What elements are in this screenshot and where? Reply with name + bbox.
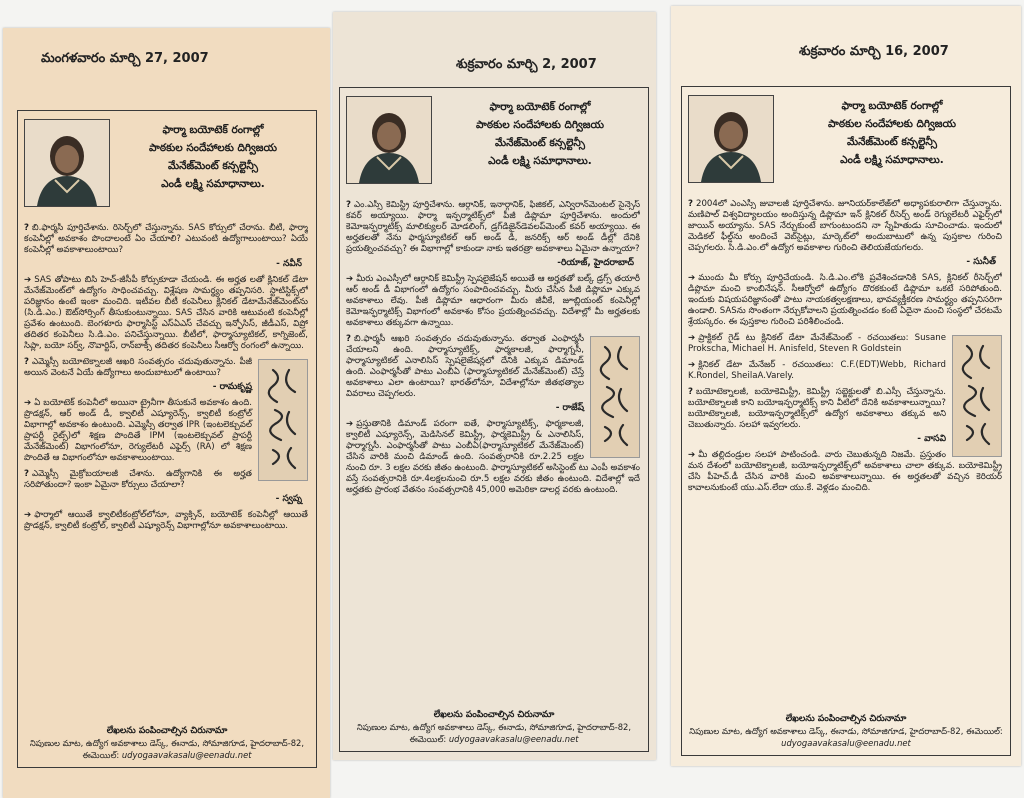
column-logo-art	[953, 336, 1001, 456]
item-text: బి.ఫార్మసీ పూర్తిచేశాను. రిసెర్చ్‌లో చేస్తున్నాను. SAS కోర్సులో చేరాను. బీటీ, ఫార్మా కంపెనీల్లో అవకాశం పొందాలంటే ఏం చేయాలి? ఎటువంటి ఉద్యోగాలుంటాయి? ఏయే కంపెనీల్లో అవకాశాలుంటాయి?	[24, 223, 308, 255]
item-text: - రాజేష్	[555, 403, 584, 413]
column-logo	[590, 336, 640, 458]
item-text: బి.ఫార్మసీ ఆఖరి సంవత్సరం చదువుతున్నాను. తర్వాత ఎంఫార్మసీ చేయాలని ఉంది. ఫార్మాస్యూటిక్స్, ఫార్మకాలజీ, ఫార్మాగ్నసీ, ఫార్మాస్యూటికల్ ఎనాలిసిస్ స్పెషలైజేషన్లలో దేనికి ఎక్కువ డిమాండ్ ఉంది. ఎంఫార్మసీతో పాటు ఎంబీఏ (ఫార్మాస్యూటికల్ మేనేజ్‌మెంట్) చేస్తే అవకాశాలు ఎలా ఉంటాయి? భారత్‌లోనూ, విదేశాల్లోనూ జీతభత్యాల వివరాలు చెప్పగలరు.	[346, 334, 584, 399]
footer-address: నిపుణుల మాట, ఉద్యోగ అవకాశాలు డెస్క్, ఈనాడు, సోమాజిగూడ, హైదరాబాద్-82, ఈమెయిల్:	[689, 726, 1003, 736]
column-logo-art	[591, 337, 639, 457]
qa-column	[688, 199, 1002, 693]
article-header	[24, 117, 310, 217]
question-mark-icon: ?	[688, 199, 693, 209]
portrait-image	[25, 120, 109, 206]
answer-arrow-icon: ➔	[688, 450, 696, 460]
question-mark-icon: ?	[688, 387, 693, 397]
item-text: SAS తోపాటు బిసి హెచ్-జీసీపీ కోర్సుకూడా చేయండి. ఈ అర్హత లతో క్లినికల్ డేటా మేనేజ్‌మెంట్‌లో ఉద్యోగం సాధించవచ్చు. విశ్లేషణ సామర్థ్యం తప్పనిసరి. స్టాటిస్టిక్స్‌లో పరిజ్ఞానం ఉంటే ఇంకా మంచిది. ఇటీవల బీటీ కంపెనీలు క్లినికల్ డేటామేనేజ్‌మెంట్‌ను (సి.డి.ఎం.) ఔట్‌సోర్సింగ్ తీసుకుంటున్నాయి. SAS చేసిన వారికి ఆటువంటి కంపెనీల్లో ప్రవేశం ఉంటుంది. బెంగళూరు ఫార్మాసిస్ట్ ఎస్ఏఎస్ చేవచ్చు ఇన్ఫోసిస్, జీడీఎస్, విప్రో తదితర కంపెనీలు సి.డి.ఎం. పనిచేస్తున్నాయి. బీటీలో, ఫార్మాస్యూటికల్, కాగ్నిజెంట్, సిప్లా, బయో సర్వ్, నొవార్టిస్, రాన్‌బాక్సీ తదితర కంపెనీలు సీఆర్వో రంగంలో ఉన్నాయి.	[24, 275, 308, 351]
reader-name	[688, 257, 996, 269]
question-item	[346, 200, 640, 255]
answer-arrow-icon: ➔	[24, 510, 32, 520]
reader-name	[346, 258, 634, 270]
item-text: - సునీత్	[966, 257, 996, 267]
item-text: ప్రాక్టికల్ గైడ్ టు క్లినికల్ డేటా మేనేజ్‌మెంట్ - రచయితలు: Susane Prokscha, Michael H. Anisfeld, Steven R Goldstein	[688, 333, 946, 354]
headline-line: ఫార్మా బయోటెక్ రంగాల్లో	[841, 100, 943, 112]
clipping-date: శుక్రవారం మార్చి 2, 2007	[456, 57, 597, 72]
footer-email[interactable]: udyogaavakasalu@eenadu.net	[121, 750, 252, 760]
answer-item	[24, 510, 308, 532]
item-text: మీరు ఎంఎస్సీలో ఆర్గానిక్ కెమిస్ట్రీ స్పెషలైజేషన్ అయితే ఆ అర్హతతో బల్క్ డ్రగ్స్ తయారీ ఆర్ అండ్ డీ విభాగంలో ఉద్యోగం సంపాదించవచ్చు. మీరు చేసిన పీజీ డిప్లొమా ఎక్కువ అవకాశాలు లేవు. పీజీ డిప్లొమా ఆధారంగా మీరు జీవీకే, జూబ్లియంట్ కంపెనీల్లో కెమోఇన్ఫర్మాటిక్స్ విభాగంలో అవకాశం కోసం ప్రయత్నించవచ్చు. విదేశాల్లో మీ అర్హతలకు అవకాశాలు తక్కువగా ఉన్నాయి.	[346, 274, 640, 328]
item-text: ఫార్మాలో ఆయితే క్వాలిటీకంట్రోల్‌లోనూ, వ్యాక్సిన్, బయోటెక్ కంపెనీల్లో ఆయితే ప్రొడక్షన్, క్వాలిటీ కంట్రోల్, క్వాలిటీ ఎష్యూరెన్స్ విభాగాల్లోనూ అవకాశాలుంటాయి.	[24, 510, 308, 531]
item-text: ప్రస్తుతానికి డిమాండ్ పరంగా ఐతే, ఫార్మాస్యూటిక్స్, ఫార్మకాలజీ, క్వాలిటీ ఎష్యూరెన్స్, మెడిసినల్ కెమిస్ట్రీ, ఫార్మకెమిస్ట్రీ & ఎనాలిసిస్, ఫార్మాగ్నసీ. ఎంఫార్మసీతో పాటు ఎంబీఏ(ఫార్మాస్యూటికల్ మేనేజ్‌మెంట్) చేసిన వారికి మంచి డిమాండ్ ఉంది. సంవత్సరానికి రూ.2.25 లక్షల నుంచి రూ. 3 లక్షల వరకు జీతం ఉంటుంది. ఫార్మాస్యూటికల్ అసిస్టెంట్ టు ఎంపీ అవకాశం వస్తే సంవత్సరానికి రూ.4లక్షలనుంచి రూ.5 లక్షల వరకు జీతం ఉంటుంది. విదేశాల్లో ఇదే అర్హతకు ప్రారంభ వేతనం సంవత్సరానికి 45,000 అమెరికా డాలర్ల వరకు ఉంటుంది.	[346, 419, 640, 495]
address-footer	[24, 725, 310, 761]
column-logo-art	[259, 360, 307, 480]
newspaper-clipping	[333, 12, 656, 760]
article-header	[688, 93, 1004, 193]
reader-name	[24, 494, 302, 506]
answer-arrow-icon: ➔	[688, 273, 696, 283]
footer-heading: లేఖలను పంపించాల్సిన చిరునామా	[785, 714, 907, 724]
item-text: - వాసవి	[917, 434, 946, 444]
article-box	[17, 110, 317, 768]
footer-address: నిపుణుల మాట, ఉద్యోగ అవకాశాలు డెస్క్, ఈనాడు, సోమాజిగూడ, హైదరాబాద్-82, ఈమెయిల్:	[356, 722, 632, 744]
question-item	[688, 199, 1002, 254]
reader-name	[688, 434, 996, 446]
question-mark-icon: ?	[346, 200, 351, 210]
author-photo	[24, 119, 110, 207]
address-footer	[346, 709, 642, 745]
question-item	[24, 223, 308, 256]
item-text: ఎమ్మెస్సీ మైక్రోబయాలజీ చేశాను. ఉద్యోగానికి ఈ అర్హత సరిపోతుందా? ఇంకా ఏమైనా కోర్సులు చేయాలా?	[24, 469, 252, 490]
address-footer	[688, 713, 1004, 749]
item-text: - నవీన్	[276, 259, 302, 269]
article-header	[346, 94, 642, 194]
item-text: మీ తల్లిదండ్రుల సలహా పాటించండి. వారు చెబుతున్నది నిజమే. ప్రస్తుతం మన దేశంలో బయోటెక్నాలజీ, బయోఇన్ఫర్మాటిక్స్‌లో అవకాశాలు చాలా తక్కువ. బయోకెమిస్ట్రీ చేసి పీహెచ్.డీ చేసిన వారికి మంచి అవకాశాలున్నాయి. ఈ అర్హతలతో వచ్చిన కెరియర్ కావాలనుకుంటే యు.ఎస్.లేదా యు.కే. వెళ్లడం మంచిది.	[688, 450, 1002, 493]
answer-item	[688, 273, 1002, 328]
answer-arrow-icon: ➔	[688, 333, 696, 343]
author-photo	[688, 95, 774, 183]
article-box	[681, 86, 1011, 756]
footer-address: నిపుణుల మాట, ఉద్యోగ అవకాశాలు డెస్క్, ఈనాడు, సోమాజిగూడ, హైదరాబాద్-82, ఈమెయిల్:	[29, 738, 305, 760]
headline-line: ఫార్మా బయోటెక్ రంగాల్లో	[162, 124, 264, 136]
item-text: బయోటెక్నాలజీ, బయోకెమిస్ట్రీ, కెమిస్ట్రీ సబ్జెక్టులతో బి.ఎస్సీ చేస్తున్నాను. బయోటెక్నాలజీ కాని బయోఇన్ఫర్మాటిక్స్ కాని వీటిలో దేనికి అవకాశాలున్నాయి? బయోటెక్నాలజీ, బయోఇన్ఫర్మాటిక్స్‌లో ఉద్యోగ అవకాశాలు తక్కువ అని చెబుతున్నారు. సలహా ఇవ్వగలరు.	[688, 387, 946, 430]
article-headline	[780, 97, 1004, 169]
answer-arrow-icon: ➔	[346, 419, 354, 429]
item-text: క్లినికల్ డేటా మేనేజర్ - రచయితలు: C.F.(EDT)Webb, Richard K.Rondel, SheilaA.Varely.	[688, 360, 946, 381]
item-text: ఎమ్మెస్సీ బయోటెక్నాలజీ ఆఖరి సంవత్సరం చదువుతున్నాను. పీజీ అయిన వెంటనే ఏయే ఉద్యోగాలు అందుబాటులో ఉంటాయి?	[24, 357, 252, 378]
question-mark-icon: ?	[24, 469, 29, 479]
headline-line: పాఠకుల సందేహాలకు దిగ్విజయ	[149, 142, 277, 154]
answer-arrow-icon: ➔	[346, 274, 354, 284]
qa-column	[346, 200, 640, 689]
portrait-image	[689, 96, 773, 182]
article-box	[339, 87, 649, 752]
footer-heading: లేఖలను పంపించాల్సిన చిరునామా	[106, 726, 228, 736]
clipping-date: మంగళవారం మార్చి 27, 2007	[41, 51, 209, 66]
answer-item	[346, 274, 640, 329]
footer-heading: లేఖలను పంపించాల్సిన చిరునామా	[433, 710, 555, 720]
item-text: 2004లో ఎంఎస్సీ జువాలజీ పూర్తిచేశాను. జూనియర్‌కాలేజ్‌లో అధ్యాపకురాలిగా చేస్తున్నాను. మణిపాల్ విశ్వవిద్యాలయం అందిస్తున్న డిప్లొమా ఇన్ క్లినికల్ రీసెర్చ్ అండ్ రెగ్యులేటరీ ఎఫైర్స్‌లో జాయిన్ అయ్యాను. SAS నేర్చుకుంటే బాగుంటుందని నా స్నేహితుడు సూచించాడు. ఇందులో మెడికల్ ఫీల్డ్‌ను అందించే వెబ్‌సైట్లు, మార్కెట్‌లో అందుబాటులో ఉన్న పుస్తకాల గురించి చెప్పగలరు. సి.డి.ఎం.లో ఉద్యోగ అవకాశాల గురించి తెలియజేయగలరు.	[688, 199, 1002, 253]
author-photo	[346, 96, 432, 184]
article-headline	[438, 98, 642, 170]
article-headline	[116, 121, 310, 193]
qa-column	[24, 223, 308, 705]
answer-arrow-icon: ➔	[688, 360, 696, 370]
column-logo	[258, 359, 308, 481]
answer-item	[24, 275, 308, 352]
column-logo	[952, 335, 1002, 457]
item-text: ఏ బయోటెక్ కంపెనీలో అయినా ట్రైనీగా తీసుకునే అవకాశం ఉంది. ప్రొడక్షన్, ఆర్ అండ్ డీ, క్వాలిటీ ఎష్యూరెన్స్, క్వాలిటీ కంట్రోల్ విభాగాల్లో అవకాశం ఉంటుంది. ఎమ్మెస్సీ తర్వాత IPR (ఇంటలెక్చువల్ ప్రాపర్టీ రైట్స్)లో శిక్షణ పొందితే IPM (ఇంటలెక్చువల్ ప్రాపర్టీ మేనేజ్‌మెంట్) విభాగంలోనూ, రెగ్యులేటరీ ఎఫైర్స్ (RA) లో శిక్షణ పొందితే ఆ విభాగంలోనూ అవకాశాలుంటాయి.	[24, 398, 252, 463]
item-text: - స్వప్న	[275, 494, 302, 504]
headline-line: మేనేజ్‌మెంట్ కన్సల్టెన్సీ	[168, 160, 258, 172]
question-mark-icon: ?	[24, 223, 29, 233]
headline-line: ఎండీ లక్ష్మి సమాధానాలు.	[488, 155, 592, 167]
headline-line: ఎండీ లక్ష్మి సమాధానాలు.	[161, 178, 265, 190]
question-mark-icon: ?	[346, 334, 351, 344]
headline-line: మేనేజ్‌మెంట్ కన్సల్టెన్సీ	[847, 136, 937, 148]
headline-line: ఎండీ లక్ష్మి సమాధానాలు.	[840, 154, 944, 166]
item-text: ముందు మీ కోర్సు పూర్తిచేయండి. సి.డి.ఎం.లోకి ప్రవేశించడానికి SAS, క్లినికల్ రీసెర్చ్‌లో డిప్లొమా మంచి కాంబినేషన్. సీఆర్వోలో ఉద్యోగం దొరకకుంటే డిప్లొమా ఒకటే సరిపోతుంది. ఇందుకు విషయపరిజ్ఞానంతో పాటు నాయకత్వలక్షణాలు, భావవ్యక్తీకరణ సామర్థ్యం తప్పనిసరిగా ఉండాలి. SASను సొంతంగా నేర్చుకోవాలని ప్రయత్నించడం కంటే ఏదైనా మంచి సంస్థలో చేరటమే శ్రేయస్కరం. ఈ పుస్తకాల గురించి పరిశీలించండి.	[688, 273, 1002, 327]
reader-name	[24, 259, 302, 271]
headline-line: పాఠకుల సందేహాలకు దిగ్విజయ	[828, 118, 956, 130]
footer-email[interactable]: udyogaavakasalu@eenadu.net	[448, 734, 579, 744]
footer-email[interactable]: udyogaavakasalu@eenadu.net	[781, 738, 911, 748]
answer-arrow-icon: ➔	[24, 398, 32, 408]
headline-line: పాఠకుల సందేహాలకు దిగ్విజయ	[476, 119, 604, 131]
headline-line: ఫార్మా బయోటెక్ రంగాల్లో	[489, 101, 591, 113]
newspaper-clipping	[671, 6, 1021, 766]
headline-line: మేనేజ్‌మెంట్ కన్సల్టెన్సీ	[495, 137, 585, 149]
item-text: - రామకృష్ణ	[212, 382, 252, 392]
item-text: -రియాజ్, హైదరాబాద్	[557, 258, 634, 268]
newspaper-clipping	[3, 28, 330, 798]
portrait-image	[347, 97, 431, 183]
clipping-date: శుక్రవారం మార్చి 16, 2007	[799, 44, 949, 59]
question-mark-icon: ?	[24, 357, 29, 367]
item-text: ఎం.ఎస్సీ కెమిస్ట్రీ పూర్తిచేశాను. ఆర్గానిక్, ఇనార్గానిక్, ఫిజికల్, ఎన్విరాన్‌మెంటల్ సైన్సెస్ కవర్ అయ్యాయి. ఫార్మా ఇన్ఫర్మాటిక్స్‌లో పీజీ డిప్లొమా పూర్తిచేశాను. అందులో కెమోఇన్ఫర్మాటిక్స్ మాలిక్యులర్ మోడలింగ్, డ్రగ్‌డిజైన్‌డెవలప్‌మెంట్ కవర్ అయ్యాయి. ఈ అర్హతలతో నేను ఫార్మస్యూటికల్ ఆర్ అండ్ డీ, జనరిక్స్ ఆర్ అండ్ డీల్లో దేనికి ప్రయత్నించవచ్చు? ఈ విభాగాల్లో కాకుండా నాకు ఇతరత్రా అవకాశాలు ఏమైనా ఉన్నాయా?	[346, 200, 640, 254]
answer-arrow-icon: ➔	[24, 275, 32, 285]
